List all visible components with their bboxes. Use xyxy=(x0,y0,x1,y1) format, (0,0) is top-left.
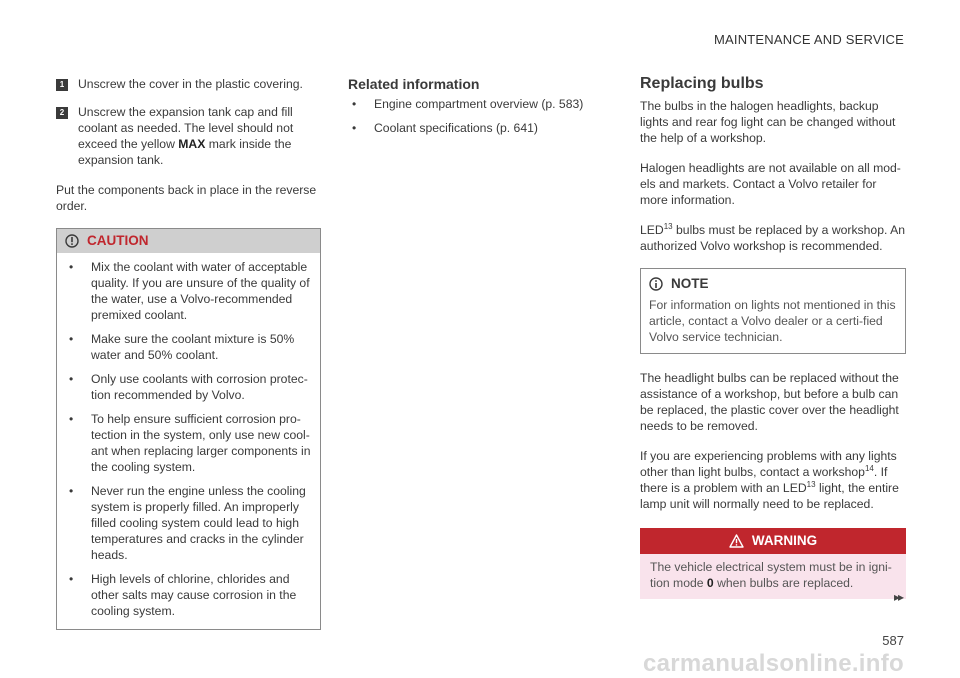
bulbs-paragraph-5 xyxy=(640,448,906,512)
paragraph-text: If you are experiencing problems with any lights other than light bulbs, contact a workshop xyxy=(640,449,897,479)
bulbs-paragraph-3 xyxy=(640,222,906,254)
footnote-ref[interactable]: 13 xyxy=(806,479,816,489)
column-right xyxy=(640,76,906,599)
list-item: • High levels of chlorine, chlorides and other salts may cause corrosion in the cooling system. xyxy=(65,571,312,619)
step-number-badge: 2 xyxy=(56,107,68,119)
caution-body xyxy=(57,253,320,629)
note-text: For information on lights not mentioned in this article, contact a Volvo dealer or a certi-fied Volvo service technician. xyxy=(649,298,896,344)
bulbs-paragraph-2: Halogen headlights are not available on all mod-els and markets. Contact a Volvo retailer for more information. xyxy=(640,161,901,207)
paragraph-text: light, the entire lamp unit will normally need to be replaced. xyxy=(640,481,899,511)
step-text: mark inside the expansion tank. xyxy=(78,137,292,167)
list-item: • Only use coolants with corrosion protec-tion recommended by Volvo. xyxy=(65,371,312,403)
bulbs-paragraph-4: The headlight bulbs can be replaced without the assistance of a workshop, but before a bulb can be replaced, the plastic cover over the headlight needs to be removed. xyxy=(640,371,899,433)
caution-header xyxy=(57,229,320,253)
caution-title: CAUTION xyxy=(87,233,149,248)
bulbs-paragraph-1: The bulbs in the halogen headlights, backup lights and rear fog light can be changed without the help of a workshop. xyxy=(640,99,896,145)
watermark: carmanualsonline.info xyxy=(642,650,904,677)
step-text: Unscrew the cover in the plastic covering. xyxy=(78,77,303,91)
paragraph-text: bulbs must be replaced by a workshop. An authorized Volvo workshop is recommended. xyxy=(640,223,905,253)
list-item: • To help ensure sufficient corrosion pro-tection in the system, only use new cool-ant when replacing larger components in the cooling system. xyxy=(65,411,312,475)
related-link[interactable]: • Engine compartment overview (p. 583) xyxy=(348,96,588,112)
next-page-arrows-icon[interactable]: ▸▸ xyxy=(893,590,902,604)
warning-text-part: when bulbs are replaced. xyxy=(713,576,854,590)
caution-icon xyxy=(65,234,79,248)
note-title: NOTE xyxy=(671,276,709,291)
warning-title: WARNING xyxy=(751,533,818,548)
note-box xyxy=(640,268,906,354)
step-2 xyxy=(56,104,321,168)
ignition-mode-label: 0 xyxy=(706,576,714,590)
paragraph-text: LED xyxy=(640,223,664,237)
column-middle xyxy=(348,76,588,144)
max-mark-label: MAX xyxy=(178,137,206,151)
note-header xyxy=(641,269,905,297)
list-item: • Never run the engine unless the cooling system is properly filled. An improperly filled cooling system could lead to high temperatures and cracks in the cylinder heads. xyxy=(65,483,312,563)
step-number-badge: 1 xyxy=(56,79,68,91)
caution-list xyxy=(65,259,312,619)
footnote-ref[interactable]: 14 xyxy=(864,463,874,473)
reassemble-paragraph: Put the components back in place in the reverse order. xyxy=(56,183,317,213)
caution-box xyxy=(56,228,321,630)
column-left xyxy=(56,76,321,630)
warning-text xyxy=(640,554,906,599)
list-item: • Make sure the coolant mixture is 50% water and 50% coolant. xyxy=(65,331,312,363)
warning-text-part: The vehicle electrical system must be in igni-tion mode xyxy=(650,560,892,590)
related-link[interactable]: • Coolant specifications (p. 641) xyxy=(348,120,588,136)
footnote-ref[interactable]: 13 xyxy=(663,221,673,231)
warning-triangle-icon xyxy=(729,534,744,548)
related-heading: Related information xyxy=(348,76,480,92)
step-text: Unscrew the expansion tank cap and fill coolant as needed. The level should not exceed the yellow xyxy=(78,105,294,151)
section-header: MAINTENANCE AND SERVICE xyxy=(713,32,904,47)
warning-box xyxy=(640,528,906,599)
info-icon xyxy=(649,277,663,291)
paragraph-text: . If there is a problem with an LED xyxy=(640,465,888,495)
list-item: • Mix the coolant with water of acceptable quality. If you are unsure of the quality of the water, use a Volvo-recommended premixed coolant. xyxy=(65,259,312,323)
page-number: 587 xyxy=(882,633,904,648)
related-list xyxy=(348,96,588,136)
step-1 xyxy=(56,76,321,92)
bulbs-heading: Replacing bulbs xyxy=(640,75,764,92)
warning-header xyxy=(640,528,906,554)
